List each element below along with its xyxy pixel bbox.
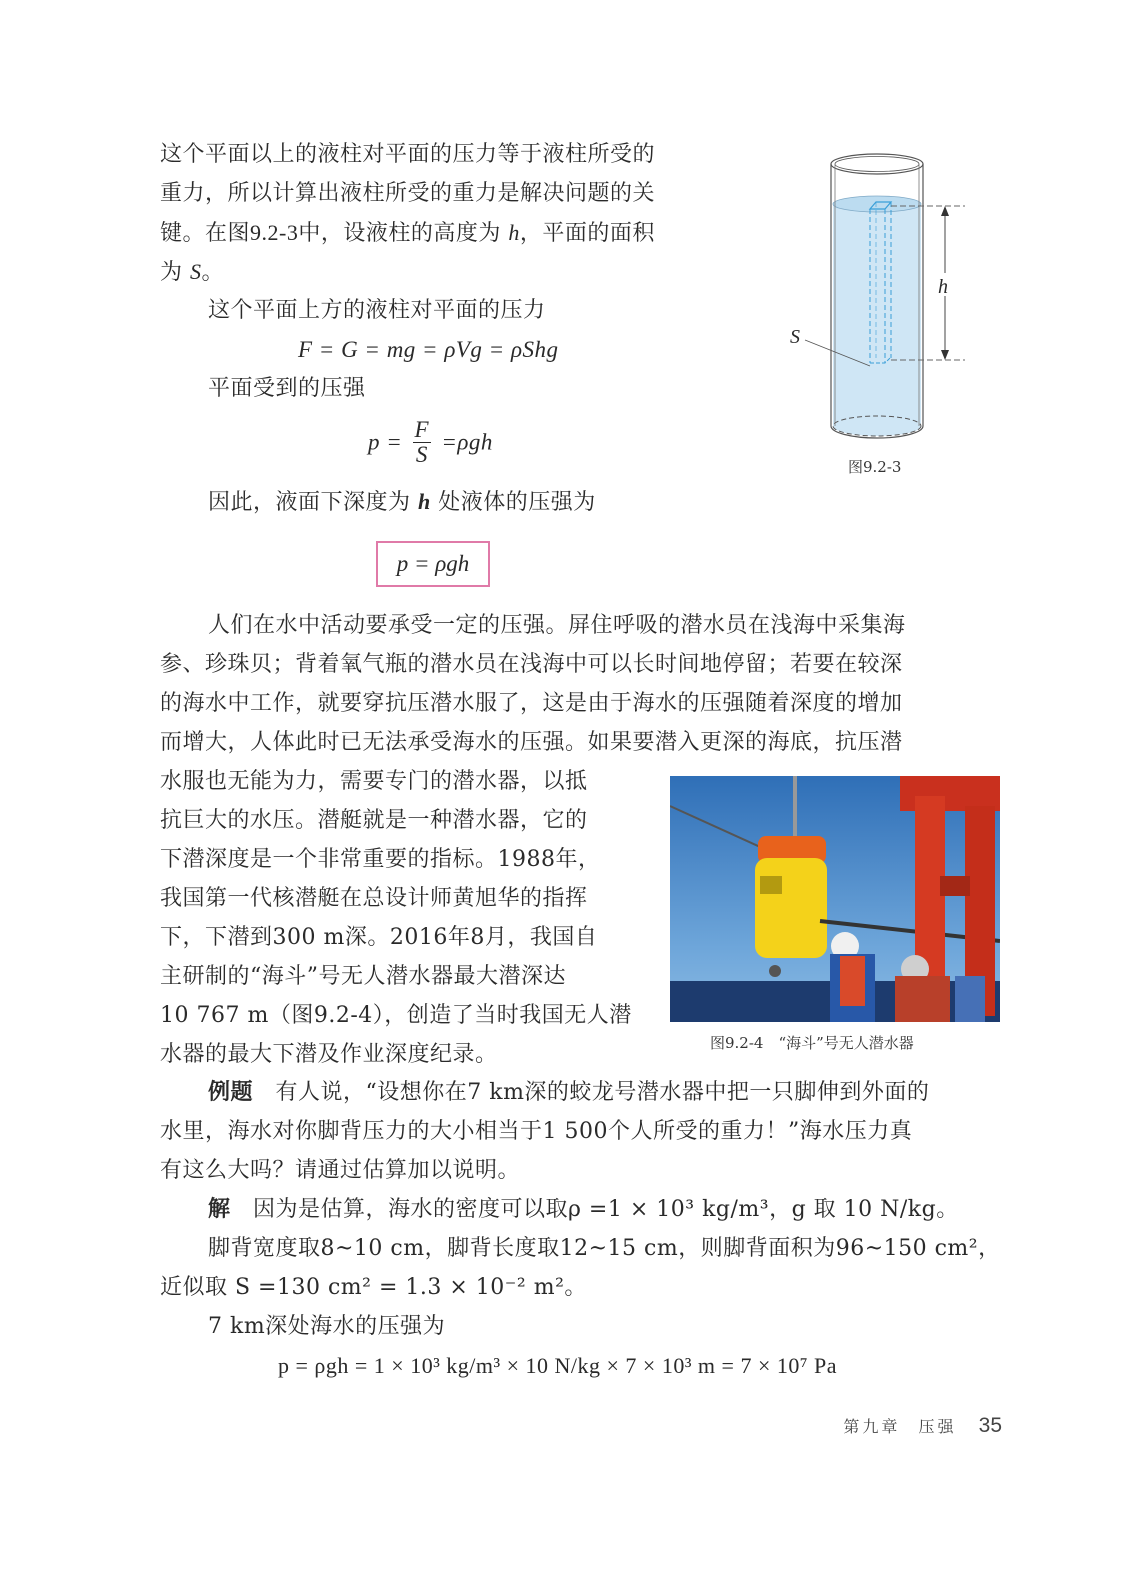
label-s: S bbox=[790, 326, 801, 348]
solution-line-2: 脚背宽度取8~10 cm，脚背长度取12~15 cm，则脚背面积为96~150 cm²， bbox=[208, 1236, 1001, 1261]
para2-line-2: 参、珍珠贝；背着氧气瓶的潜水员在浅海中可以长时间地停留；若要在较深 bbox=[160, 652, 903, 677]
para-top-line-2: 重力，所以计算出液柱所受的重力是解决问题的关 bbox=[160, 181, 656, 206]
para2-line-1 bbox=[160, 606, 906, 645]
figure-9-2-4-caption: 图9.2-4 “海斗”号无人潜水器 bbox=[710, 1034, 914, 1052]
fraction bbox=[413, 418, 432, 467]
example-line-3: 有这么大吗？请通过估算加以说明。 bbox=[160, 1158, 521, 1183]
para-top-line-3: 键。在图9.2-3中，设液柱的高度为 h，平面的面积 bbox=[160, 220, 655, 246]
example-label: 例题 bbox=[208, 1079, 254, 1105]
example-line-2: 水里，海水对你脚背压力的大小相当于1 500个人所受的重力！”海水压力真 bbox=[160, 1119, 913, 1144]
page-number: 35 bbox=[978, 1414, 1002, 1437]
solution-text-1: 因为是估算，海水的密度可以取ρ =1 × 10³ kg/m³，g 取 10 N/kg。 bbox=[253, 1197, 959, 1222]
para-top-line-4: 为 S。 bbox=[160, 259, 225, 285]
formula-lhs: p = bbox=[368, 429, 403, 455]
solution-line-1 bbox=[160, 1190, 959, 1229]
label-h: h bbox=[938, 276, 949, 298]
fraction-numerator: F bbox=[414, 417, 430, 442]
conclusion: 因此，液面下深度为 h 处液体的压强为 bbox=[208, 489, 596, 515]
para2-line-4: 而增大，人体此时已无法承受海水的压强。如果要潜入更深的海底，抗压潜 bbox=[160, 730, 903, 755]
formula-rhs: =ρgh bbox=[441, 429, 493, 455]
para2-line-1-text: 人们在水中活动要承受一定的压强。屏住呼吸的潜水员在浅海中采集海 bbox=[208, 613, 906, 638]
haidou-submersible-photo bbox=[670, 776, 1000, 1022]
solution-line-3: 近似取 S =130 cm² = 1.3 × 10⁻² m²。 bbox=[160, 1275, 587, 1300]
force-formula: F = G = mg = ρVg = ρShg bbox=[298, 337, 559, 362]
pressure-formula bbox=[368, 418, 493, 467]
cylinder-diagram bbox=[790, 148, 980, 448]
example-text-1: 有人说，“设想你在7 km深的蛟龙号潜水器中把一只脚伸到外面的 bbox=[275, 1080, 930, 1105]
para2-narrow-4: 我国第一代核潜艇在总设计师黄旭华的指挥 bbox=[160, 886, 588, 911]
para2-line-3: 的海水中工作，就要穿抗压潜水服了，这是由于海水的压强随着深度的增加 bbox=[160, 691, 903, 716]
force-intro: 这个平面上方的液柱对平面的压力 bbox=[208, 298, 546, 323]
para2-narrow-5: 下，下潜到300 m深。2016年8月，我国自 bbox=[160, 925, 598, 950]
solution-formula: p = ρgh = 1 × 10³ kg/m³ × 10 N/kg × 7 × 10³ m = 7 × 10⁷ Pa bbox=[278, 1353, 838, 1378]
footer-section: 压强 bbox=[918, 1417, 957, 1436]
pressure-intro: 平面受到的压强 bbox=[208, 376, 366, 401]
solution-line-4: 7 km深处海水的压强为 bbox=[208, 1314, 446, 1339]
para2-narrow-7: 10 767 m（图9.2-4），创造了当时我国无人潜 bbox=[160, 1003, 632, 1028]
para2-narrow-6: 主研制的“海斗”号无人潜水器最大潜深达 bbox=[160, 964, 566, 989]
figure-9-2-3-caption: 图9.2-3 bbox=[848, 458, 902, 476]
boxed-formula-text: p = ρgh bbox=[396, 551, 470, 576]
page-footer bbox=[843, 1414, 1002, 1438]
para-top-line-1: 这个平面以上的液柱对平面的压力等于液柱所受的 bbox=[160, 142, 656, 167]
para2-narrow-3: 下潜深度是一个非常重要的指标。1988年， bbox=[160, 847, 601, 872]
boxed-formula bbox=[376, 541, 490, 587]
para2-narrow-8: 水器的最大下潜及作业深度纪录。 bbox=[160, 1042, 498, 1067]
para2-narrow-2: 抗巨大的水压。潜艇就是一种潜水器，它的 bbox=[160, 808, 588, 833]
example-line-1 bbox=[160, 1073, 929, 1112]
fraction-denominator: S bbox=[415, 442, 428, 467]
solution-label: 解 bbox=[208, 1196, 231, 1222]
para2-narrow-1: 水服也无能为力，需要专门的潜水器，以抵 bbox=[160, 769, 588, 794]
footer-chapter: 第九章 bbox=[843, 1417, 901, 1436]
